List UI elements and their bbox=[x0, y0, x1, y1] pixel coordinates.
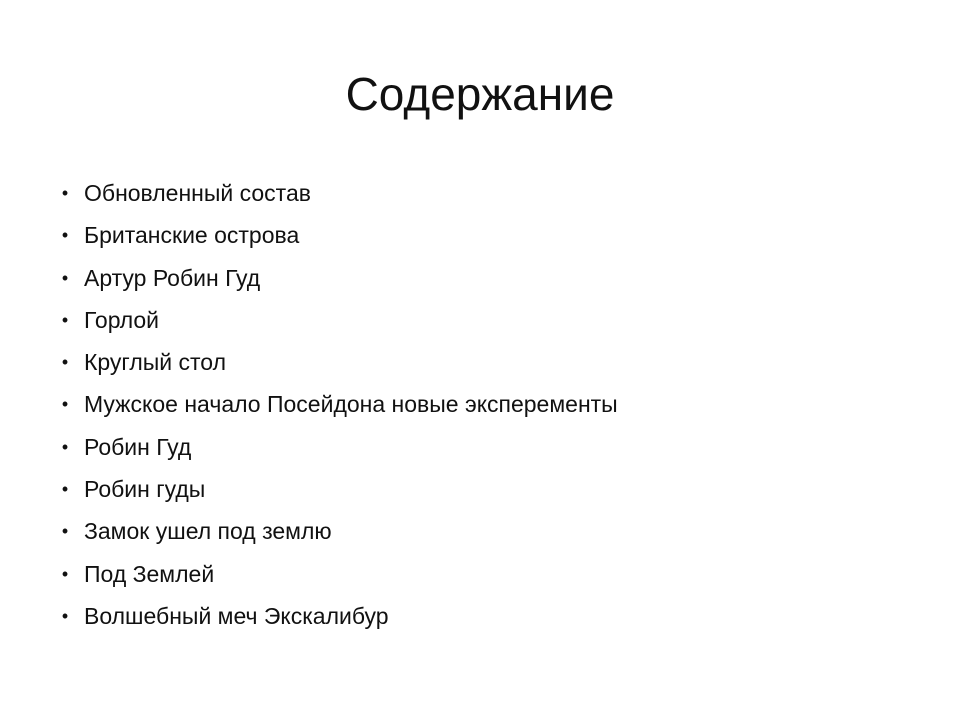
bullet-icon: • bbox=[61, 394, 69, 415]
contents-list bbox=[58, 172, 918, 637]
list-item-text: Замок ушел под землю bbox=[84, 518, 332, 545]
list-item bbox=[58, 510, 918, 552]
list-item-text: Горлой bbox=[84, 306, 160, 333]
slide-title: Содержание bbox=[345, 68, 615, 120]
list-item-text: Волшебный меч Экскалибур bbox=[84, 602, 389, 629]
list-item-text: Круглый стол bbox=[84, 349, 226, 376]
list-item bbox=[58, 299, 918, 341]
list-item-text: Артур Робин Гуд bbox=[84, 264, 261, 291]
bullet-icon: • bbox=[61, 521, 69, 542]
list-item bbox=[58, 341, 918, 383]
bullet-icon: • bbox=[61, 352, 69, 373]
list-item-text: Мужское начало Посейдона новые эксперементы bbox=[84, 391, 618, 418]
list-item bbox=[58, 383, 918, 425]
list-item bbox=[58, 426, 918, 468]
bullet-icon: • bbox=[61, 563, 69, 584]
bullet-icon: • bbox=[61, 225, 69, 246]
bullet-icon: • bbox=[61, 605, 69, 626]
bullet-icon: • bbox=[61, 436, 69, 457]
list-item bbox=[58, 553, 918, 595]
list-item-text: Обновленный состав bbox=[84, 180, 311, 206]
list-item bbox=[58, 468, 918, 510]
list-item bbox=[58, 172, 918, 214]
bullet-icon: • bbox=[61, 309, 69, 330]
list-item-text: Под Землей bbox=[84, 560, 215, 587]
list-item bbox=[58, 214, 918, 256]
list-item bbox=[58, 257, 918, 299]
bullet-icon: • bbox=[61, 479, 69, 500]
bullet-icon: • bbox=[61, 267, 69, 288]
bullet-icon: • bbox=[61, 183, 69, 203]
list-item-text: Робин гуды bbox=[84, 476, 206, 503]
list-item-text: Робин Гуд bbox=[84, 433, 192, 460]
list-item-text: Британские острова bbox=[84, 222, 300, 249]
list-item bbox=[58, 595, 918, 637]
